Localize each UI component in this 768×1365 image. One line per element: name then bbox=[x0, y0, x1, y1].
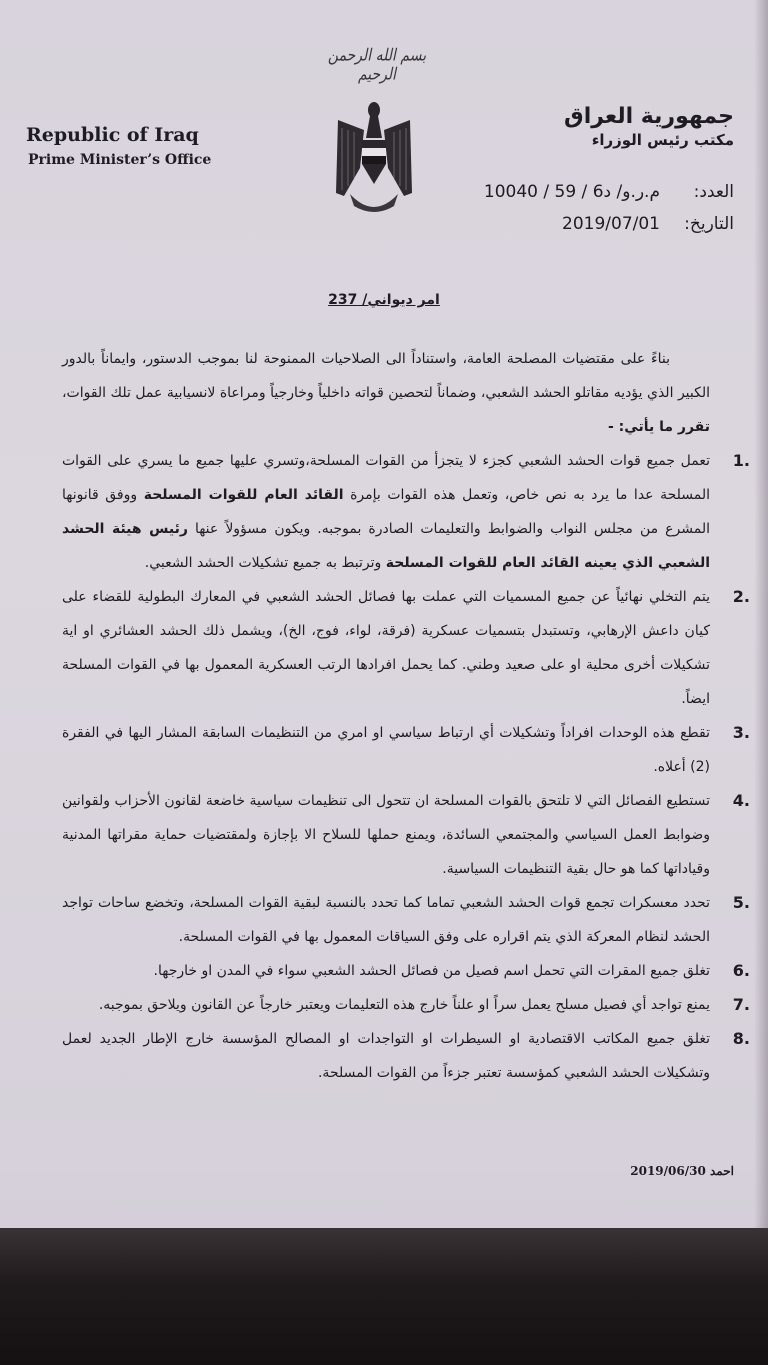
number-label: العدد: bbox=[693, 182, 734, 202]
list-item bbox=[62, 444, 750, 580]
item-number: 1. bbox=[732, 451, 750, 470]
item-number: 5. bbox=[732, 893, 750, 912]
item-text-bold: رئيس هيئة الحشد الشعبي الذي يعينه القائد العام للقوات المسلحة bbox=[62, 521, 710, 571]
item-text: تغلق جميع المكاتب الاقتصادية او السيطرات او التواجدات او المصالح المؤسسة خارج الإطار الجديد لعمل وتشكيلات الحشد الشعبي كمؤسسة تعتبر جزءاً من القوات المسلحة. bbox=[62, 1031, 710, 1081]
paper-edge-shadow bbox=[754, 0, 768, 1228]
item-number: 6. bbox=[732, 961, 750, 980]
item-text: ووفق قانونها المشرع من مجلس النواب والضوابط والتعليمات الصادرة بموجبه. ويكون مسؤولاً عنها bbox=[62, 487, 710, 537]
english-letterhead-subtitle: Prime Minister’s Office bbox=[28, 152, 212, 168]
list-item bbox=[62, 954, 750, 988]
item-number: 7. bbox=[732, 995, 750, 1014]
list-item bbox=[62, 784, 750, 886]
date-value: 2019/07/01 bbox=[562, 214, 660, 234]
english-letterhead-title: Republic of Iraq bbox=[26, 124, 199, 146]
footer-signature-date bbox=[630, 1164, 734, 1178]
item-text: يتم التخلي نهائياً عن جميع المسميات التي عملت بها فصائل الحشد الشعبي في المعارك البطولية للقضاء على كيان داعش الإرهابي، وتستبدل بتسميات عسكرية (فرقة، لواء، فوج، الخ)، ويشمل ذلك الحشد العشائري او اية تشكيلات أخرى محلية او على صعيد وطني. كما يحمل افرادها الرتب العسكرية المعمول بها في القوات المسلحة ايضاً. bbox=[62, 589, 710, 707]
arabic-letterhead-title: جمهورية العراق bbox=[564, 104, 734, 129]
arabic-letterhead bbox=[564, 104, 734, 149]
arabic-letterhead-subtitle: مكتب رئيس الوزراء bbox=[591, 131, 734, 149]
intro-decision: تقرر ما يأتي: - bbox=[608, 419, 710, 435]
list-item bbox=[62, 1022, 750, 1090]
item-number: 3. bbox=[732, 723, 750, 742]
reference-block bbox=[484, 176, 734, 240]
basmala-calligraphy: بسم الله الرحمن الرحيم bbox=[327, 46, 427, 85]
item-number: 4. bbox=[732, 791, 750, 810]
document-body bbox=[62, 342, 750, 1090]
item-text: تقطع هذه الوحدات افراداً وتشكيلات أي ارتباط سياسي او امري من التنظيمات السابقة المشار اليها في الفقرة (2) أعلاه. bbox=[62, 725, 710, 775]
item-text: يمنع تواجد أي فصيل مسلح يعمل سراً او علناً خارج هذه التعليمات ويعتبر خارجاً عن القانون ويلاحق بموجبه. bbox=[98, 997, 710, 1013]
item-text: تستطيع الفصائل التي لا تلتحق بالقوات المسلحة ان تتحول الى تنظيمات سياسية خاضعة لقانون الأحزاب ولقوانين وضوابط العمل السياسي والمجتمعي السائدة، ويمنع حملها للسلاح الا بإجازة ولمقتضيات حماية مقراتها المدنية وقياداتها كما هو حال بقية التنظيمات السياسية. bbox=[62, 793, 710, 877]
item-number: 2. bbox=[732, 587, 750, 606]
intro-text: بناءً على مقتضيات المصلحة العامة، واستناداً الى الصلاحيات الممنوحة لنا بموجب الدستور، وايماناً بالدور الكبير الذي يؤديه مقاتلو الحشد الشعبي، وضماناً لتحصين قواته داخلياً وخارجياً ومراعاة لانسيابية عمل تلك القوات، bbox=[62, 351, 710, 401]
iraq-eagle-emblem-icon bbox=[334, 98, 414, 216]
footer-date: 2019/06/30 bbox=[630, 1164, 706, 1178]
item-text: تحدد معسكرات تجمع قوات الحشد الشعبي تماما كما تحدد بالنسبة لبقية القوات المسلحة، وتخضع ساحات تواجد الحشد لنظام المعركة الذي يتم اقراره على وفق السياقات المعمول بها في القوات المسلحة. bbox=[62, 895, 710, 945]
item-number: 8. bbox=[732, 1029, 750, 1048]
list-item bbox=[62, 580, 750, 716]
list-item bbox=[62, 988, 750, 1022]
order-title: امر ديواني/ 237 bbox=[328, 292, 440, 308]
list-item bbox=[62, 886, 750, 954]
intro-paragraph bbox=[62, 342, 710, 444]
date-label: التاريخ: bbox=[684, 214, 734, 234]
list-item bbox=[62, 716, 750, 784]
number-value: م.ر.و/ د6 / 59 / 10040 bbox=[483, 182, 660, 202]
item-text-bold: القائد العام للقوات المسلحة bbox=[143, 487, 344, 503]
footer-initial: احمد bbox=[710, 1164, 734, 1178]
item-text: تغلق جميع المقرات التي تحمل اسم فصيل من فصائل الحشد الشعبي سواء في المدن او خارجها. bbox=[153, 963, 710, 979]
background-surface bbox=[0, 1228, 768, 1365]
item-text: تعمل جميع قوات الحشد الشعبي كجزء لا يتجزأ من القوات المسلحة،وتسري عليها جميع ما يسري على القوات المسلحة عدا ما يرد به نص خاص، وتعمل هذه القوات بإمرة bbox=[62, 453, 710, 503]
item-text: وترتبط به جميع تشكيلات الحشد الشعبي. bbox=[144, 555, 386, 571]
